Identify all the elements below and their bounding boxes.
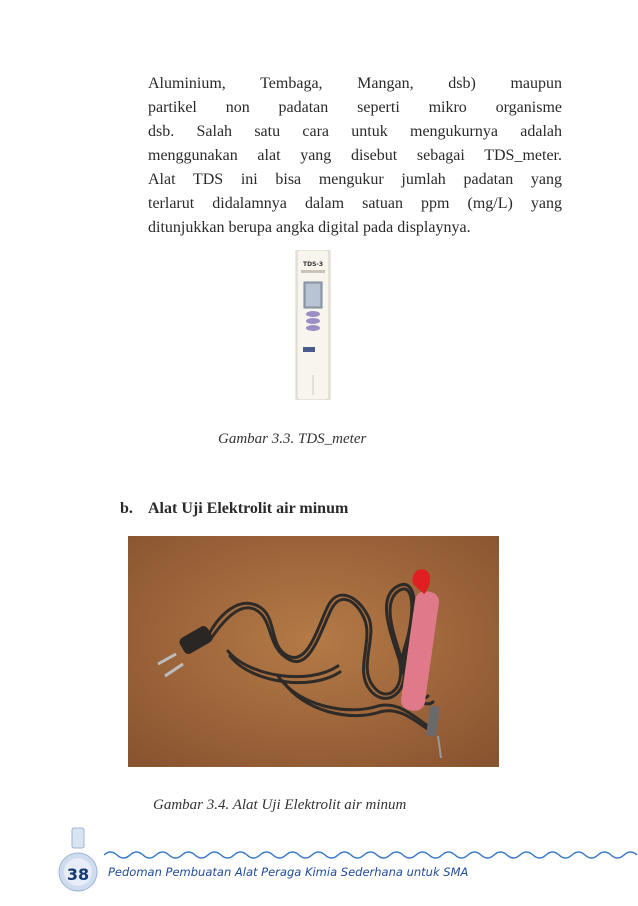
section-heading (120, 500, 348, 518)
paragraph-line: terlarut didalamnya dalam satuan ppm (mg/L) yang (148, 195, 562, 212)
section-letter: b. (120, 500, 133, 517)
body-paragraph (148, 72, 562, 240)
paragraph-line: menggunakan alat yang disebut sebagai TDS_meter. (148, 147, 562, 164)
section-title: Alat Uji Elektrolit air minum (148, 500, 349, 517)
paragraph-line: partikel non padatan seperti mikro organisme (148, 99, 562, 116)
figure-caption: Gambar 3.3. TDS_meter (218, 431, 367, 447)
electrolyte-tester-photo (128, 536, 499, 767)
paragraph-line: dsb. Salah satu cara untuk mengukurnya adalah (148, 123, 562, 140)
paragraph-line: Aluminium, Tembaga, Mangan, dsb) maupun (148, 75, 562, 92)
paragraph-line: Alat TDS ini bisa mengukur jumlah padatan yang (148, 171, 562, 188)
device-label: TDS-3 (303, 261, 324, 268)
page-number: 38 (66, 865, 90, 884)
wave-divider (104, 848, 638, 862)
footer-title: Pedoman Pembuatan Alat Peraga Kimia Sederhana untuk SMA (108, 865, 469, 879)
tds-meter-image (293, 250, 333, 400)
figure-caption: Gambar 3.4. Alat Uji Elektrolit air minum (153, 797, 407, 813)
paragraph-line: ditunjukkan berupa angka digital pada displaynya. (148, 219, 471, 236)
